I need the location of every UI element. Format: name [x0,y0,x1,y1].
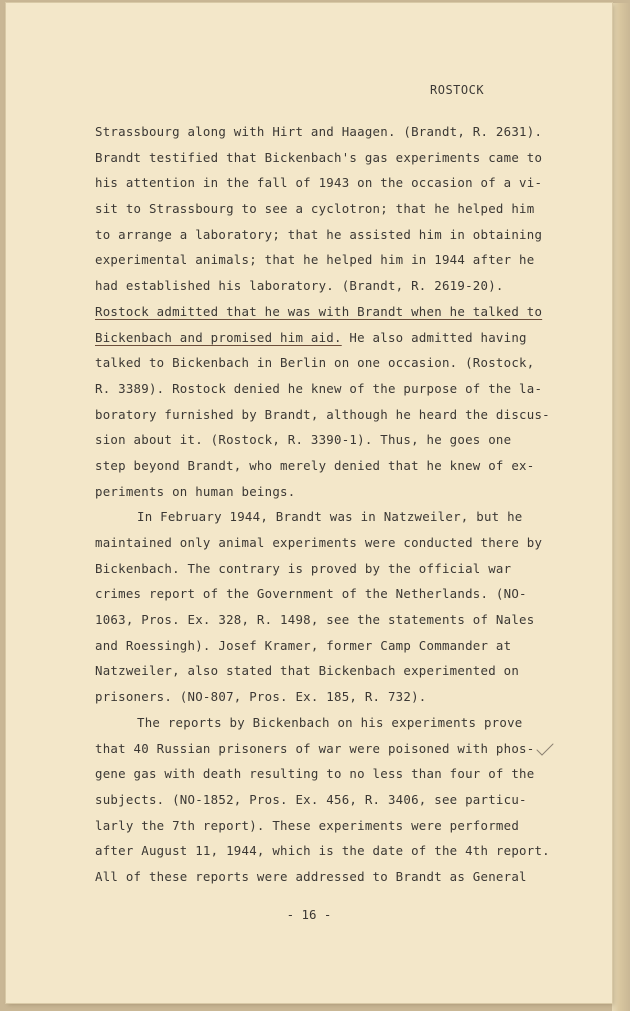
text-line: his attention in the fall of 1943 on the occasion of a vi- [95,175,543,191]
text-line: All of these reports were addressed to Brandt as General [95,868,527,884]
pencil-checkmark-icon [536,743,554,757]
text-line: and Roessingh). Josef Kramer, former Camp Commander at [95,637,512,653]
text-line: talked to Bickenbach in Berlin on one occasion. (Rostock, [95,355,535,371]
text-line: 1063, Pros. Ex. 328, R. 1498, see the statements of Nales [95,612,535,628]
text-line: that 40 Russian prisoners of war were poisoned with phos- [95,740,535,756]
text-line: step beyond Brandt, who merely denied that he knew of ex- [95,457,535,473]
body-text [95,119,555,890]
text-line: had established his laboratory. (Brandt, R. 2619-20). [95,278,504,294]
text-line: subjects. (NO-1852, Pros. Ex. 456, R. 3406, see particu- [95,791,527,807]
text-line: periments on human beings. [95,483,296,499]
text-line: experimental animals; that he helped him in 1944 after he [95,252,535,268]
page-edge [612,3,630,1011]
text-line: Strassbourg along with Hirt and Haagen. (Brandt, R. 2631). [95,124,543,139]
text-line: maintained only animal experiments were conducted there by [95,535,543,550]
text-line: after August 11, 1944, which is the date of the 4th report. [95,843,550,859]
text-line: sion about it. (Rostock, R. 3390-1). Thus, he goes one [95,432,512,448]
text-line: Brandt testified that Bickenbach's gas experiments came to [95,149,543,165]
partially-underlined-text-line [95,325,555,351]
text-line: gene gas with death resulting to no less than four of the [95,766,535,782]
paragraph-start-line: The reports by Bickenbach on his experiments prove [137,714,523,730]
text-line: to arrange a laboratory; that he assisted him in obtaining [95,226,543,242]
page-number: - 16 - [286,907,332,922]
paragraph-start-line: In February 1944, Brandt was in Natzweiler, but he [137,509,523,525]
underlined-text-line: Rostock admitted that he was with Brandt when he talked to [95,303,543,319]
running-head: ROSTOCK [430,83,485,97]
text-line: Natzweiler, also stated that Bickenbach experimented on [95,663,520,679]
remaining-phrase: He also admitted having [341,329,527,345]
text-line: crimes report of the Government of the Netherlands. (NO- [95,586,527,602]
text-line: sit to Strassbourg to see a cyclotron; that he helped him [95,201,535,217]
text-line: boratory furnished by Brandt, although he heard the discus- [95,406,550,422]
document-page [6,3,612,1003]
text-line: larly the 7th report). These experiments were performed [95,817,520,833]
underlined-phrase: Bickenbach and promised him aid. [95,329,342,345]
text-line: R. 3389). Rostock denied he knew of the purpose of the la- [95,380,543,396]
text-line: prisoners. (NO-807, Pros. Ex. 185, R. 732). [95,689,427,705]
text-line: Bickenbach. The contrary is proved by the official war [95,560,512,576]
